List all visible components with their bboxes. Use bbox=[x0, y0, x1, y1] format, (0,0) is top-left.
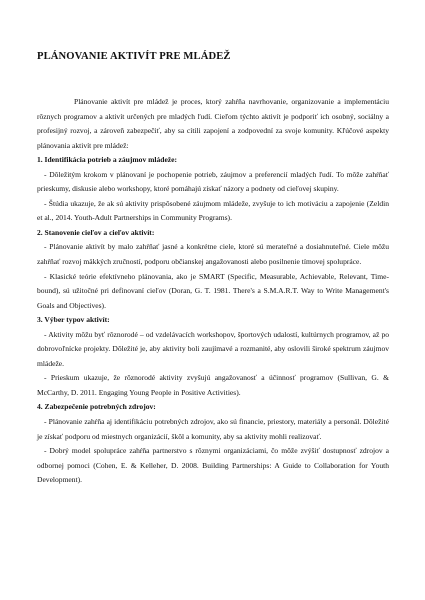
section-2 bbox=[37, 226, 389, 313]
bullet-paragraph: - Dôležitým krokom v plánovaní je pochopenie potrieb, záujmov a preferencií mladých ľudí. To môže zahŕňať prieskumy, diskusie alebo workshopy, ktoré pomáhajú získať názory a podnety od cieľovej skupiny. bbox=[37, 169, 389, 194]
section-heading: 1. Identifikácia potrieb a záujmov mládeže: bbox=[37, 155, 178, 165]
bullet-paragraph: - Prieskum ukazuje, že rôznorodé aktivity zvyšujú angažovanosť a účinnosť programov (Sullivan, G. & McCarthy, D. 2011. Engaging Young People in Positive Activities). bbox=[37, 373, 389, 397]
section-1 bbox=[37, 153, 389, 226]
section-heading: 2. Stanovenie cieľov a cieľov aktivít: bbox=[37, 227, 155, 237]
bullet-paragraph: - Plánovanie zahŕňa aj identifikáciu potrebných zdrojov, ako sú financie, priestory, materiály a personál. Dôležité je získať podporu od miestnych organizácií, škôl a komunity, aby sa aktivity mohli realizovať. bbox=[37, 417, 389, 441]
section-3 bbox=[37, 313, 389, 400]
document-body bbox=[37, 95, 389, 488]
bullet-paragraph: - Štúdia ukazuje, že ak sú aktivity prispôsobené záujmom mládeže, zvyšuje to ich motiváciu a zapojenie (Zeldin et al., 2014. Youth-Adult Partnerships in Community Programs). bbox=[37, 198, 389, 223]
bullet-paragraph: - Klasické teórie efektívneho plánovania, ako je SMART (Specific, Measurable, Achievable, Relevant, Time-bound), sú užitočné pri definovaní cieľov (Doran, G. T. 1981. There's a S.M.A.R.T. Way to Write Management's Goals and Objectives). bbox=[37, 271, 389, 310]
bullet-paragraph: - Aktivity môžu byť rôznorodé – od vzdelávacích workshopov, športových udalostí, kultúrnych programov, až po dobrovoľnícke projekty. Dôležité je, aby aktivity boli zaujímavé a rozmanité, aby oslovili široké spektrum záujmov mládeže. bbox=[37, 329, 389, 368]
bullet-paragraph: - Dobrý model spolupráce zahŕňa partnerstvo s rôznymi organizáciami, čo môže zvýšiť dostupnosť zdrojov a odbornej pomoci (Cohen, E. & Kelleher, D. 2008. Building Partnerships: A Guide to Collaboration for Youth Development). bbox=[37, 446, 389, 485]
document-title: PLÁNOVANIE AKTIVÍT PRE MLÁDEŽ bbox=[37, 51, 231, 62]
intro-paragraph: Plánovanie aktivít pre mládež je proces, ktorý zahŕňa navrhovanie, organizovanie a implementáciu rôznych programov a aktivít určených pre mladých ľudí. Cieľom týchto aktivít je podporiť ich osobný, sociálny a profesijný rozvoj, a zároveň zabezpečiť, aby sa cítili zapojení a zodpovední za svoje komunity. Kľúčové aspekty plánovania aktivít pre mládež: bbox=[37, 97, 389, 150]
section-heading: 3. Výber typov aktivít: bbox=[37, 315, 110, 325]
section-4 bbox=[37, 400, 389, 487]
bullet-paragraph: - Plánovanie aktivít by malo zahŕňať jasné a konkrétne ciele, ktoré sú merateľné a dosiahnuteľné. Ciele môžu zahŕňať rozvoj mäkkých zručností, podporu občianskej angažovanosti alebo posilnenie tímovej spolupráce. bbox=[37, 242, 389, 267]
section-heading: 4. Zabezpečenie potrebných zdrojov: bbox=[37, 402, 156, 412]
